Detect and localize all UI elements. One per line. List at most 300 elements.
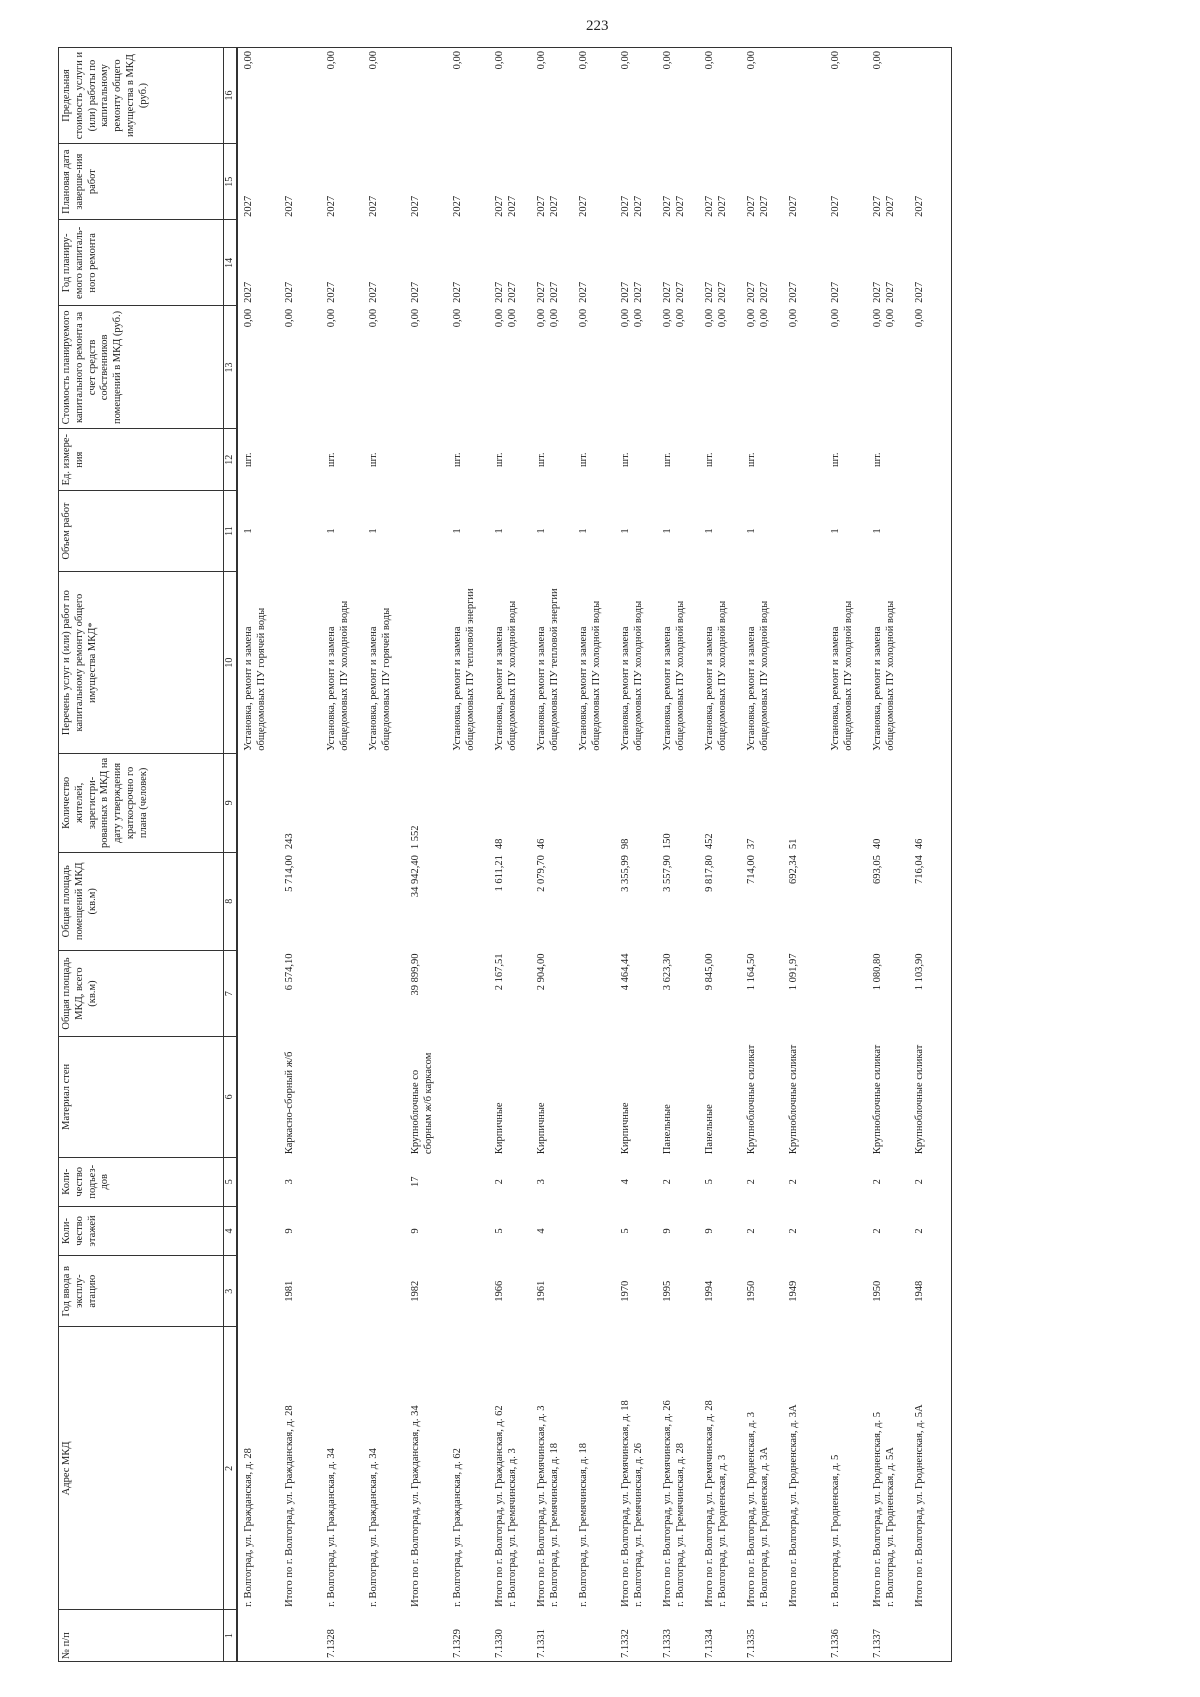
row-number xyxy=(783,1610,825,1662)
row-number: 7.1335 xyxy=(741,1610,783,1662)
cost-cell: 0,00 xyxy=(830,308,842,328)
entrances-cell: 3 xyxy=(284,1179,296,1185)
address-cell: Итого по г. Волгоград, ул. Гремячинская, д. 28 г. Волгоград, ул. Гродненская, д. 3 xyxy=(704,1400,728,1607)
column-number: 1 xyxy=(224,1610,238,1662)
cost-cell: 0,00 xyxy=(452,308,464,328)
volume-cell xyxy=(279,490,321,571)
residents-cell xyxy=(573,754,615,852)
end-date-cell: 2027 xyxy=(452,195,464,217)
premises-area-cell: 1 611,21 xyxy=(494,855,506,892)
floors-cell xyxy=(573,1206,615,1255)
header-cell: Год ввода в эксплу-атацию xyxy=(59,1256,224,1327)
entrances-cell: 2 xyxy=(746,1179,758,1185)
entrances-cell: 2 xyxy=(872,1179,884,1185)
unit-cell: шт. xyxy=(746,452,758,467)
premises-area-cell: 716,04 xyxy=(909,852,951,950)
entrances-cell: 3 xyxy=(536,1179,548,1185)
header-cell: Год планиру-емого капиталь-ного ремонта xyxy=(59,220,224,306)
header-cell: Коли-чество подъез-дов xyxy=(59,1157,224,1206)
max-cost-cell: 0,00 xyxy=(573,48,615,144)
works-cell: Установка, ремонт и замена общедомовых ПУ горячей воды xyxy=(243,607,267,751)
unit-cell: шт. xyxy=(872,452,884,467)
header-cell: Ед. измере-ния xyxy=(59,429,224,491)
floors-cell xyxy=(447,1206,489,1255)
residents-cell xyxy=(363,754,405,852)
column-number: 12 xyxy=(224,429,238,491)
row-number xyxy=(573,1610,615,1662)
residents-cell: 40 xyxy=(872,838,884,850)
table-row xyxy=(489,48,531,1662)
volume-cell: 1 xyxy=(452,528,464,534)
table-row xyxy=(615,48,657,1662)
max-cost-cell: 0,00 xyxy=(615,48,657,144)
total-area-cell xyxy=(825,951,867,1037)
column-number: 11 xyxy=(224,490,238,571)
max-cost-cell: 0,00 xyxy=(363,48,405,144)
column-number: 4 xyxy=(224,1206,238,1255)
residents-cell: 98 xyxy=(620,838,632,850)
end-date-cell: 2027 xyxy=(368,195,380,217)
material-cell: Крупноблочные силикат xyxy=(909,1037,951,1158)
material-cell: Кирпичные xyxy=(536,1102,548,1155)
column-number: 10 xyxy=(224,572,238,754)
unit-cell: шт. xyxy=(704,452,716,467)
premises-area-cell: 3 355,99 xyxy=(620,855,632,892)
floors-cell xyxy=(825,1206,867,1255)
header-cell: № п/п xyxy=(59,1610,224,1662)
works-cell xyxy=(279,572,321,754)
address-cell: Итого по г. Волгоград, ул. Гремячинская, д. 3 г. Волгоград, ул. Гремячинская, д. 18 xyxy=(536,1405,560,1607)
cost-cell: 0,00 0,00 xyxy=(620,308,644,328)
header-cell: Перечень услуг и (или) работ по капитальному ремонту общего имущества МКД* xyxy=(59,572,224,754)
year-cell xyxy=(573,1256,615,1327)
row-number: 7.1332 xyxy=(615,1610,657,1662)
plan-year-cell: 2027 xyxy=(368,281,380,303)
unit-cell xyxy=(405,429,447,491)
works-cell: Установка, ремонт и замена общедомовых ПУ холодной воды xyxy=(704,600,728,751)
premises-area-cell: 692,34 xyxy=(788,855,800,884)
max-cost-cell: 0,00 xyxy=(741,48,783,144)
volume-cell: 1 xyxy=(368,528,380,534)
volume-cell: 1 xyxy=(536,528,548,534)
material-cell: Панельные xyxy=(704,1104,716,1155)
column-number-row xyxy=(224,48,238,1662)
entrances-cell xyxy=(237,1157,279,1206)
table-row xyxy=(909,48,951,1662)
address-cell: г. Волгоград, ул. Гродненская, д. 5 xyxy=(830,1454,842,1607)
floors-cell xyxy=(321,1206,363,1255)
unit-cell: шт. xyxy=(578,452,590,467)
max-cost-cell: 0,00 xyxy=(237,48,279,144)
total-area-cell xyxy=(573,951,615,1037)
floors-cell: 5 xyxy=(620,1228,632,1234)
end-date-cell: 2027 2027 xyxy=(494,195,518,217)
premises-area-cell xyxy=(825,852,867,950)
row-number xyxy=(237,1610,279,1662)
volume-cell: 1 xyxy=(578,528,590,534)
end-date-cell: 2027 xyxy=(243,195,255,217)
floors-cell: 2 xyxy=(788,1228,800,1234)
works-cell: Установка, ремонт и замена общедомовых ПУ холодной воды xyxy=(872,600,896,751)
row-number: 7.1337 xyxy=(867,1610,909,1662)
total-area-cell xyxy=(321,951,363,1037)
max-cost-cell xyxy=(909,48,951,144)
address-cell: Итого по г. Волгоград, ул. Гродненская, д. 5 г. Волгоград, ул. Гродненская, д. 5А xyxy=(872,1412,896,1607)
table-row xyxy=(699,48,741,1662)
works-cell xyxy=(405,572,447,754)
address-cell: Итого по г. Волгоград, ул. Гражданская, д. 62 г. Волгоград, ул. Гремячинская, д. 3 xyxy=(494,1405,518,1607)
total-area-cell: 2 167,51 xyxy=(494,953,506,991)
premises-area-cell xyxy=(237,852,279,950)
entrances-cell: 2 xyxy=(788,1179,800,1185)
year-cell xyxy=(321,1256,363,1327)
total-area-cell xyxy=(447,951,489,1037)
material-cell: Крупноблочные силикат xyxy=(746,1044,758,1155)
material-cell: Крупноблочные со сборным ж/б каркасом xyxy=(410,1052,434,1155)
row-number xyxy=(279,1610,321,1662)
table-row xyxy=(447,48,489,1662)
header-cell: Общая площадь помещений МКД (кв.м) xyxy=(59,852,224,950)
total-area-cell: 1 080,80 xyxy=(872,953,884,991)
column-number: 9 xyxy=(224,754,238,852)
table-row xyxy=(531,48,573,1662)
material-cell: Кирпичные xyxy=(620,1102,632,1155)
residents-cell: 51 xyxy=(788,838,800,850)
header-cell: Предельная стоимость услуги и (или) работы по капитальному ремонту общего имущества в МКД (руб.) xyxy=(59,48,224,144)
entrances-cell xyxy=(573,1157,615,1206)
table-row xyxy=(237,48,279,1662)
residents-cell: 1 552 xyxy=(410,825,422,850)
cost-cell: 0,00 xyxy=(578,308,590,328)
unit-cell: шт. xyxy=(536,452,548,467)
column-number: 16 xyxy=(224,48,238,144)
capital-repair-table xyxy=(58,47,952,1662)
end-date-cell: 2027 2027 xyxy=(704,195,728,217)
floors-cell: 9 xyxy=(284,1228,296,1234)
unit-cell: шт. xyxy=(494,452,506,467)
material-cell: Крупноблочные силикат xyxy=(788,1044,800,1155)
works-cell: Установка, ремонт и замена общедомовых ПУ холодной воды xyxy=(662,600,686,751)
floors-cell: 9 xyxy=(704,1228,716,1234)
table-body xyxy=(237,48,951,1662)
address-cell: Итого по г. Волгоград, ул. Гродненская, д. 5А xyxy=(909,1327,951,1610)
cost-cell: 0,00 xyxy=(243,308,255,328)
unit-cell: шт. xyxy=(830,452,842,467)
material-cell xyxy=(825,1037,867,1158)
residents-cell: 46 xyxy=(536,838,548,850)
works-cell: Установка, ремонт и замена общедомовых ПУ холодной воды xyxy=(830,600,854,751)
total-area-cell: 39 899,90 xyxy=(410,953,422,996)
year-cell: 1948 xyxy=(909,1256,951,1327)
unit-cell: шт. xyxy=(662,452,674,467)
table-row xyxy=(867,48,909,1662)
entrances-cell: 2 xyxy=(909,1157,951,1206)
works-cell: Установка, ремонт и замена общедомовых ПУ холодной воды xyxy=(326,600,350,751)
premises-area-cell xyxy=(447,852,489,950)
year-cell: 1961 xyxy=(536,1280,548,1302)
total-area-cell: 2 904,00 xyxy=(536,953,548,991)
address-cell: г. Волгоград, ул. Гремячинская, д. 18 xyxy=(578,1442,590,1607)
cost-cell: 0,00 0,00 xyxy=(704,308,728,328)
row-number xyxy=(405,1610,447,1662)
volume-cell xyxy=(405,490,447,571)
works-cell: Установка, ремонт и замена общедомовых ПУ холодной воды xyxy=(746,600,770,751)
material-cell xyxy=(321,1037,363,1158)
max-cost-cell: 0,00 xyxy=(699,48,741,144)
header-cell: Общая площадь МКД, всего (кв.м) xyxy=(59,951,224,1037)
residents-cell: 46 xyxy=(909,754,951,852)
year-cell: 1982 xyxy=(410,1280,422,1302)
plan-year-cell: 2027 xyxy=(452,281,464,303)
total-area-cell xyxy=(363,951,405,1037)
address-cell: Итого по г. Волгоград, ул. Гремячинская, д. 18 г. Волгоград, ул. Гремячинская, д. 26 xyxy=(620,1400,644,1607)
material-cell xyxy=(363,1037,405,1158)
cost-cell: 0,00 0,00 xyxy=(746,308,770,328)
residents-cell: 150 xyxy=(662,833,674,850)
end-date-cell: 2027 2027 xyxy=(662,195,686,217)
table-row xyxy=(573,48,615,1662)
unit-cell: шт. xyxy=(368,452,380,467)
header-cell: Количество жителей, зарегистри-рованных в МКД на дату утверждения краткосрочно го плана (человек) xyxy=(59,754,224,852)
premises-area-cell: 714,00 xyxy=(746,855,758,884)
works-cell: Установка, ремонт и замена общедомовых ПУ тепловой энергии xyxy=(452,588,476,751)
header-cell: Объем работ xyxy=(59,490,224,571)
unit-cell xyxy=(909,429,951,491)
column-number: 15 xyxy=(224,144,238,220)
address-cell: г. Волгоград, ул. Гражданская, д. 34 xyxy=(326,1448,338,1607)
cost-cell: 0,00 0,00 xyxy=(662,308,686,328)
address-cell: Итого по г. Волгоград, ул. Гражданская, д. 34 xyxy=(410,1405,422,1607)
floors-cell xyxy=(237,1206,279,1255)
year-cell: 1950 xyxy=(872,1280,884,1302)
address-cell: г. Волгоград, ул. Гражданская, д. 62 xyxy=(452,1448,464,1607)
year-cell: 1994 xyxy=(704,1280,716,1302)
volume-cell xyxy=(909,490,951,571)
column-number: 2 xyxy=(224,1327,238,1610)
year-cell xyxy=(447,1256,489,1327)
cost-cell: 0,00 xyxy=(410,308,422,328)
unit-cell: шт. xyxy=(620,452,632,467)
max-cost-cell: 0,00 xyxy=(531,48,573,144)
column-number: 3 xyxy=(224,1256,238,1327)
cost-cell: 0,00 0,00 xyxy=(536,308,560,328)
header-cell: Плановая дата заверше-ния работ xyxy=(59,144,224,220)
residents-cell xyxy=(321,754,363,852)
residents-cell xyxy=(237,754,279,852)
material-cell: Крупноблочные силикат xyxy=(872,1044,884,1155)
cost-cell: 0,00 xyxy=(909,306,951,429)
total-area-cell: 3 623,30 xyxy=(662,953,674,991)
premises-area-cell: 693,05 xyxy=(872,855,884,884)
plan-year-cell: 2027 2027 xyxy=(662,281,686,303)
premises-area-cell: 34 942,40 xyxy=(410,855,422,898)
address-cell: Итого по г. Волгоград, ул. Гродненская, д. 3 г. Волгоград, ул. Гродненская, д. 3А xyxy=(746,1412,770,1607)
header-row xyxy=(59,48,224,1662)
max-cost-cell xyxy=(405,48,447,144)
premises-area-cell: 9 817,80 xyxy=(704,855,716,892)
total-area-cell: 6 574,10 xyxy=(284,953,296,991)
floors-cell: 5 xyxy=(494,1228,506,1234)
header-cell: Адрес МКД xyxy=(59,1327,224,1610)
year-cell: 1966 xyxy=(494,1280,506,1302)
header-cell: Коли-чество этажей xyxy=(59,1206,224,1255)
column-number: 7 xyxy=(224,951,238,1037)
max-cost-cell xyxy=(279,48,321,144)
material-cell: Кирпичные xyxy=(494,1102,506,1155)
premises-area-cell: 5 714,00 xyxy=(284,855,296,892)
material-cell: Панельные xyxy=(662,1104,674,1155)
entrances-cell xyxy=(363,1157,405,1206)
works-cell xyxy=(783,572,825,754)
floors-cell: 2 xyxy=(872,1228,884,1234)
table-row xyxy=(405,48,447,1662)
works-cell: Установка, ремонт и замена общедомовых ПУ холодной воды xyxy=(620,600,644,751)
floors-cell xyxy=(363,1206,405,1255)
entrances-cell: 4 xyxy=(620,1179,632,1185)
max-cost-cell xyxy=(783,48,825,144)
table-row xyxy=(363,48,405,1662)
table-row xyxy=(741,48,783,1662)
volume-cell: 1 xyxy=(620,528,632,534)
row-number: 7.1336 xyxy=(825,1610,867,1662)
header-cell: Материал стен xyxy=(59,1037,224,1158)
end-date-cell: 2027 2027 xyxy=(746,195,770,217)
material-cell xyxy=(237,1037,279,1158)
row-number: 7.1334 xyxy=(699,1610,741,1662)
floors-cell: 4 xyxy=(536,1228,548,1234)
plan-year-cell: 2027 xyxy=(830,281,842,303)
max-cost-cell: 0,00 xyxy=(657,48,699,144)
works-cell: Установка, ремонт и замена общедомовых ПУ тепловой энергии xyxy=(536,588,560,751)
year-cell: 1950 xyxy=(746,1280,758,1302)
cost-cell: 0,00 0,00 xyxy=(494,308,518,328)
unit-cell: шт. xyxy=(243,452,255,467)
total-area-cell: 1 103,90 xyxy=(909,951,951,1037)
material-cell xyxy=(573,1037,615,1158)
works-cell: Установка, ремонт и замена общедомовых ПУ холодной воды xyxy=(494,600,518,751)
end-date-cell: 2027 xyxy=(909,144,951,220)
table-row xyxy=(825,48,867,1662)
total-area-cell: 4 464,44 xyxy=(620,953,632,991)
entrances-cell xyxy=(447,1157,489,1206)
year-cell xyxy=(825,1256,867,1327)
entrances-cell xyxy=(321,1157,363,1206)
premises-area-cell xyxy=(363,852,405,950)
floors-cell: 2 xyxy=(909,1206,951,1255)
volume-cell: 1 xyxy=(662,528,674,534)
column-number: 5 xyxy=(224,1157,238,1206)
works-cell: Установка, ремонт и замена общедомовых ПУ горячей воды xyxy=(368,607,392,751)
material-cell xyxy=(447,1037,489,1158)
plan-year-cell: 2027 xyxy=(410,281,422,303)
residents-cell: 243 xyxy=(284,833,296,850)
plan-year-cell: 2027 2027 xyxy=(620,281,644,303)
year-cell: 1995 xyxy=(662,1280,674,1302)
column-number: 8 xyxy=(224,852,238,950)
total-area-cell: 9 845,00 xyxy=(704,953,716,991)
cost-cell: 0,00 0,00 xyxy=(872,308,896,328)
row-number: 7.1331 xyxy=(531,1610,573,1662)
row-number xyxy=(909,1610,951,1662)
max-cost-cell: 0,00 xyxy=(825,48,867,144)
max-cost-cell: 0,00 xyxy=(321,48,363,144)
plan-year-cell: 2027 2027 xyxy=(872,281,896,303)
column-number: 6 xyxy=(224,1037,238,1158)
entrances-cell xyxy=(825,1157,867,1206)
volume-cell: 1 xyxy=(830,528,842,534)
end-date-cell: 2027 xyxy=(830,195,842,217)
plan-year-cell: 2027 2027 xyxy=(536,281,560,303)
volume-cell xyxy=(783,490,825,571)
residents-cell: 452 xyxy=(704,833,716,850)
volume-cell: 1 xyxy=(326,528,338,534)
address-cell: Итого по г. Волгоград, ул. Гремячинская, д. 26 г. Волгоград, ул. Гремячинская, д. 28 xyxy=(662,1400,686,1607)
end-date-cell: 2027 2027 xyxy=(620,195,644,217)
plan-year-cell: 2027 2027 xyxy=(746,281,770,303)
works-cell: Установка, ремонт и замена общедомовых ПУ холодной воды xyxy=(578,600,602,751)
volume-cell: 1 xyxy=(746,528,758,534)
residents-cell: 37 xyxy=(746,838,758,850)
plan-year-cell: 2027 xyxy=(578,281,590,303)
end-date-cell: 2027 xyxy=(788,195,800,217)
page-number: 223 xyxy=(586,18,609,34)
end-date-cell: 2027 2027 xyxy=(536,195,560,217)
address-cell: Итого по г. Волгоград, ул. Гражданская, д. 28 xyxy=(284,1405,296,1607)
total-area-cell: 1 091,97 xyxy=(788,953,800,991)
residents-cell xyxy=(825,754,867,852)
premises-area-cell xyxy=(573,852,615,950)
cost-cell: 0,00 xyxy=(788,308,800,328)
row-number: 7.1333 xyxy=(657,1610,699,1662)
address-cell: г. Волгоград, ул. Гражданская, д. 34 xyxy=(368,1448,380,1607)
address-cell: Итого по г. Волгоград, ул. Гродненская, д. 3А xyxy=(788,1404,800,1607)
row-number xyxy=(363,1610,405,1662)
floors-cell: 2 xyxy=(746,1228,758,1234)
max-cost-cell: 0,00 xyxy=(867,48,909,144)
premises-area-cell: 2 079,70 xyxy=(536,855,548,892)
volume-cell: 1 xyxy=(494,528,506,534)
entrances-cell: 5 xyxy=(704,1179,716,1185)
end-date-cell: 2027 xyxy=(326,195,338,217)
plan-year-cell: 2027 xyxy=(284,281,296,303)
unit-cell: шт. xyxy=(452,452,464,467)
unit-cell xyxy=(279,429,321,491)
max-cost-cell: 0,00 xyxy=(489,48,531,144)
residents-cell xyxy=(447,754,489,852)
unit-cell: шт. xyxy=(326,452,338,467)
max-cost-cell: 0,00 xyxy=(447,48,489,144)
plan-year-cell: 2027 2027 xyxy=(494,281,518,303)
cost-cell: 0,00 xyxy=(284,308,296,328)
rotated-table-container xyxy=(58,47,1183,1662)
row-number: 7.1329 xyxy=(447,1610,489,1662)
entrances-cell: 2 xyxy=(494,1179,506,1185)
works-cell xyxy=(909,572,951,754)
volume-cell: 1 xyxy=(243,528,255,534)
volume-cell: 1 xyxy=(704,528,716,534)
entrances-cell: 17 xyxy=(410,1176,422,1188)
plan-year-cell: 2027 2027 xyxy=(704,281,728,303)
address-cell: г. Волгоград, ул. Гражданская, д. 28 xyxy=(243,1448,255,1607)
volume-cell: 1 xyxy=(872,528,884,534)
column-number: 14 xyxy=(224,220,238,306)
cost-cell: 0,00 xyxy=(368,308,380,328)
entrances-cell: 2 xyxy=(662,1179,674,1185)
unit-cell xyxy=(783,429,825,491)
floors-cell: 9 xyxy=(662,1228,674,1234)
year-cell: 1981 xyxy=(284,1280,296,1302)
year-cell xyxy=(237,1256,279,1327)
